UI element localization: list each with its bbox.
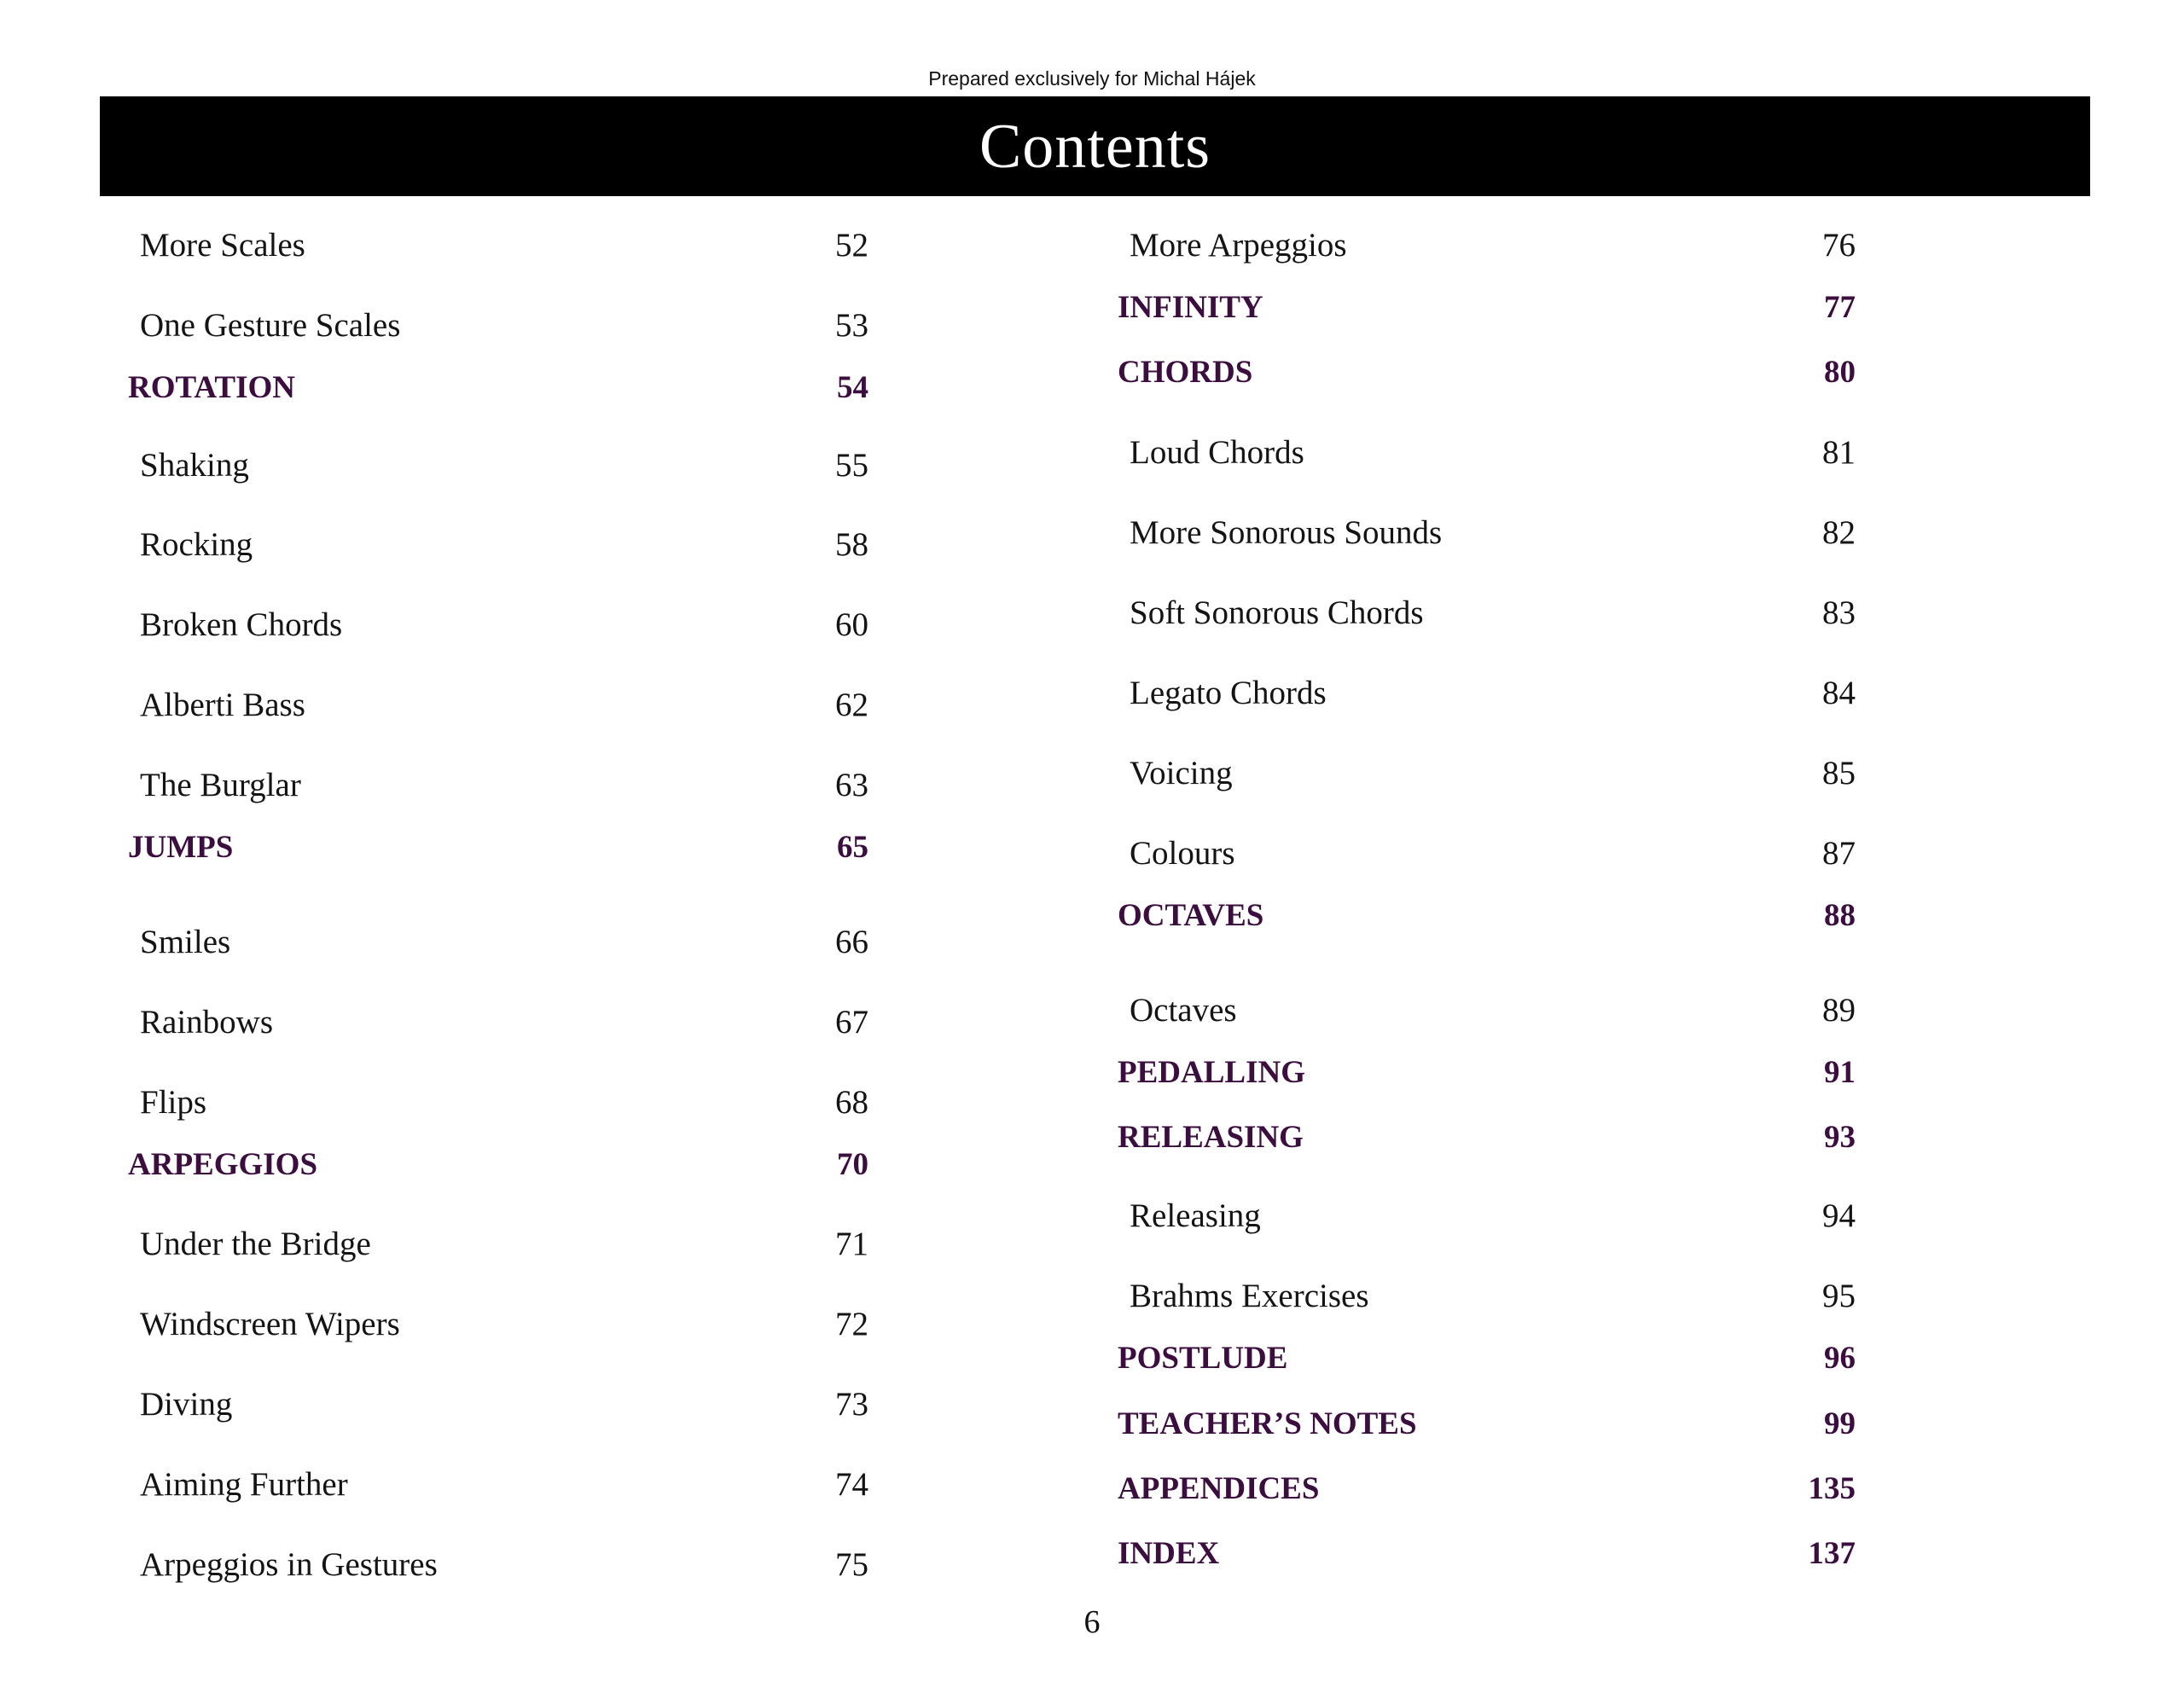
toc-entry[interactable] bbox=[1118, 226, 1856, 277]
toc-entry-page-number: 88 bbox=[1824, 898, 1856, 933]
toc-entry-label: CHORDS bbox=[1118, 355, 1253, 390]
toc-entry-label: Arpeggios in Gestures bbox=[140, 1546, 438, 1583]
toc-section-entry[interactable] bbox=[1118, 1406, 1856, 1457]
toc-entry[interactable] bbox=[128, 446, 868, 497]
toc-entry-label: Brahms Exercises bbox=[1130, 1278, 1369, 1314]
toc-entry-label: Colours bbox=[1130, 835, 1235, 872]
toc-entry-page-number: 91 bbox=[1824, 1055, 1856, 1090]
toc-entry[interactable] bbox=[128, 686, 868, 737]
toc-section-entry[interactable] bbox=[1118, 897, 1856, 948]
toc-section-entry[interactable] bbox=[128, 1146, 868, 1197]
toc-entry-page-number: 80 bbox=[1824, 355, 1856, 390]
toc-entry[interactable] bbox=[128, 1545, 868, 1597]
toc-entry-label: PEDALLING bbox=[1118, 1055, 1305, 1090]
toc-entry-page-number: 55 bbox=[835, 447, 868, 484]
toc-entry-page-number: 60 bbox=[835, 606, 868, 643]
toc-entry-page-number: 82 bbox=[1822, 514, 1856, 551]
toc-entry-label: Broken Chords bbox=[140, 606, 343, 643]
toc-section-entry[interactable] bbox=[128, 829, 868, 880]
toc-section-entry[interactable] bbox=[1118, 1054, 1856, 1105]
toc-entry-label: RELEASING bbox=[1118, 1120, 1304, 1155]
toc-entry-page-number: 81 bbox=[1822, 434, 1856, 471]
toc-entry-page-number: 135 bbox=[1808, 1471, 1856, 1506]
toc-entry-label: Rainbows bbox=[140, 1004, 273, 1041]
toc-entry-page-number: 54 bbox=[837, 370, 868, 405]
page-title: Contents bbox=[979, 111, 1211, 182]
toc-entry-label: The Burglar bbox=[140, 767, 301, 803]
toc-entry-label: Voicing bbox=[1130, 755, 1233, 791]
toc-entry-page-number: 65 bbox=[837, 830, 868, 865]
toc-entry-page-number: 52 bbox=[835, 227, 868, 264]
toc-entry-label: Rocking bbox=[140, 526, 253, 563]
page-number: 6 bbox=[1083, 1604, 1101, 1640]
toc-entry[interactable] bbox=[128, 1083, 868, 1134]
toc-entry[interactable] bbox=[1118, 433, 1856, 484]
toc-entry-page-number: 77 bbox=[1824, 290, 1856, 325]
toc-entry[interactable] bbox=[128, 923, 868, 974]
toc-entry-page-number: 89 bbox=[1822, 992, 1856, 1029]
toc-entry-page-number: 58 bbox=[835, 526, 868, 563]
toc-entry-page-number: 72 bbox=[835, 1306, 868, 1342]
toc-section-entry[interactable] bbox=[1118, 1535, 1856, 1586]
toc-entry-page-number: 93 bbox=[1824, 1120, 1856, 1155]
toc-entry[interactable] bbox=[128, 1385, 868, 1436]
toc-entry-label: Octaves bbox=[1130, 992, 1237, 1029]
toc-section-entry[interactable] bbox=[128, 369, 868, 420]
toc-entry-page-number: 71 bbox=[835, 1226, 868, 1262]
toc-entry-page-number: 67 bbox=[835, 1004, 868, 1041]
toc-entry-label: Diving bbox=[140, 1386, 233, 1423]
toc-section-entry[interactable] bbox=[1118, 1340, 1856, 1391]
toc-entry-page-number: 75 bbox=[835, 1546, 868, 1583]
toc-entry[interactable] bbox=[128, 525, 868, 577]
toc-entry[interactable] bbox=[128, 1305, 868, 1356]
toc-entry[interactable] bbox=[1118, 754, 1856, 805]
toc-entry[interactable] bbox=[1118, 834, 1856, 885]
toc-section-entry[interactable] bbox=[1118, 289, 1856, 340]
toc-entry-label: TEACHER’S NOTES bbox=[1118, 1406, 1417, 1441]
toc-entry-label: More Scales bbox=[140, 227, 305, 264]
toc-entry-label: Shaking bbox=[140, 447, 249, 484]
toc-entry[interactable] bbox=[128, 606, 868, 657]
toc-entry-page-number: 73 bbox=[835, 1386, 868, 1423]
toc-entry-page-number: 85 bbox=[1822, 755, 1856, 791]
toc-entry[interactable] bbox=[128, 226, 868, 277]
toc-entry-label: More Sonorous Sounds bbox=[1130, 514, 1443, 551]
toc-entry-page-number: 137 bbox=[1808, 1536, 1856, 1571]
toc-entry-label: More Arpeggios bbox=[1130, 227, 1347, 264]
title-bar bbox=[100, 96, 2090, 196]
toc-entry[interactable] bbox=[1118, 513, 1856, 565]
toc-entry-page-number: 76 bbox=[1822, 227, 1856, 264]
toc-section-entry[interactable] bbox=[1118, 354, 1856, 405]
toc-entry-page-number: 62 bbox=[835, 687, 868, 723]
toc-entry-label: APPENDICES bbox=[1118, 1471, 1320, 1506]
toc-entry[interactable] bbox=[128, 306, 868, 357]
toc-entry-page-number: 63 bbox=[835, 767, 868, 803]
toc-entry[interactable] bbox=[1118, 674, 1856, 725]
toc-entry-label: Aiming Further bbox=[140, 1466, 348, 1503]
toc-entry[interactable] bbox=[128, 1003, 868, 1054]
toc-entry-label: Flips bbox=[140, 1084, 207, 1121]
toc-entry-label: Soft Sonorous Chords bbox=[1130, 594, 1424, 631]
toc-entry-label: Under the Bridge bbox=[140, 1226, 371, 1262]
toc-entry-page-number: 87 bbox=[1822, 835, 1856, 872]
toc-entry-page-number: 83 bbox=[1822, 594, 1856, 631]
toc-section-entry[interactable] bbox=[1118, 1470, 1856, 1522]
toc-entry[interactable] bbox=[128, 1465, 868, 1516]
toc-entry-label: INFINITY bbox=[1118, 290, 1263, 325]
toc-entry-label: One Gesture Scales bbox=[140, 307, 401, 344]
toc-entry-page-number: 99 bbox=[1824, 1406, 1856, 1441]
toc-entry-page-number: 53 bbox=[835, 307, 868, 344]
toc-entry-page-number: 96 bbox=[1824, 1341, 1856, 1376]
toc-entry-label: Releasing bbox=[1130, 1197, 1261, 1234]
toc-entry-page-number: 70 bbox=[837, 1147, 868, 1182]
toc-section-entry[interactable] bbox=[1118, 1119, 1856, 1170]
toc-entry[interactable] bbox=[1118, 991, 1856, 1042]
toc-entry-page-number: 66 bbox=[835, 924, 868, 960]
toc-entry-label: Windscreen Wipers bbox=[140, 1306, 400, 1342]
toc-entry-label: Smiles bbox=[140, 924, 231, 960]
toc-entry-page-number: 95 bbox=[1822, 1278, 1856, 1314]
toc-entry-label: POSTLUDE bbox=[1118, 1341, 1288, 1376]
toc-entry-page-number: 68 bbox=[835, 1084, 868, 1121]
toc-entry-label: ROTATION bbox=[128, 370, 295, 405]
toc-entry-label: Alberti Bass bbox=[140, 687, 305, 723]
toc-entry-label: Legato Chords bbox=[1130, 675, 1327, 711]
toc-entry-label: INDEX bbox=[1118, 1536, 1220, 1571]
toc-entry-label: ARPEGGIOS bbox=[128, 1147, 318, 1182]
toc-entry-page-number: 94 bbox=[1822, 1197, 1856, 1234]
toc-entry[interactable] bbox=[1118, 1197, 1856, 1248]
toc-entry[interactable] bbox=[1118, 594, 1856, 645]
toc-entry-label: Loud Chords bbox=[1130, 434, 1304, 471]
toc-entry[interactable] bbox=[128, 1225, 868, 1276]
toc-entry-label: OCTAVES bbox=[1118, 898, 1264, 933]
toc-entry-page-number: 84 bbox=[1822, 675, 1856, 711]
toc-entry[interactable] bbox=[128, 766, 868, 817]
toc-entry-page-number: 74 bbox=[835, 1466, 868, 1503]
toc-entry-label: JUMPS bbox=[128, 830, 234, 865]
prepared-for-watermark: Prepared exclusively for Michal Hájek bbox=[928, 67, 1256, 90]
toc-entry[interactable] bbox=[1118, 1277, 1856, 1328]
